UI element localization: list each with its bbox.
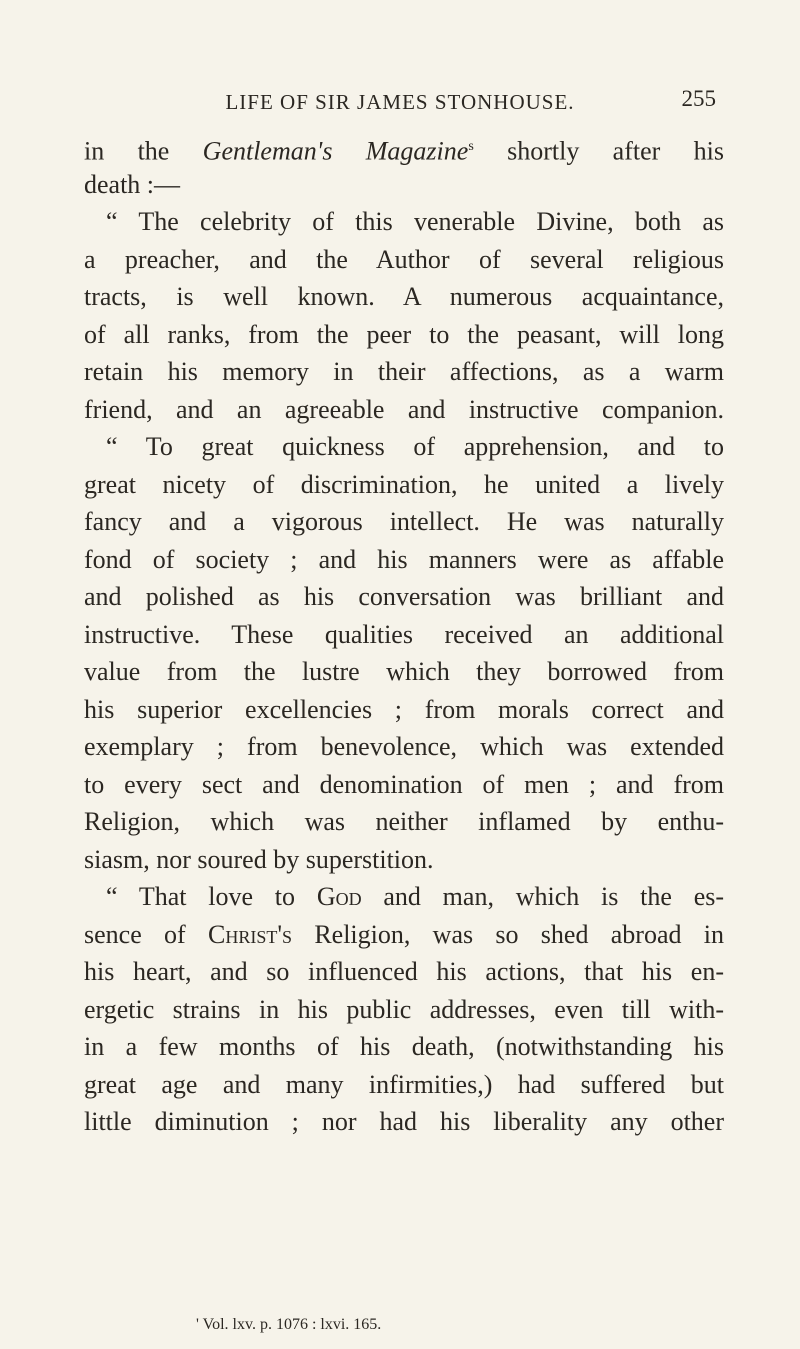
- text-line: of all ranks, from the peer to the peasant, will long: [84, 319, 724, 349]
- text-line: exemplary ; from benevolence, which was extended: [84, 732, 724, 761]
- text-line: his heart, and so influenced his actions, that his en-: [84, 957, 724, 986]
- text-line: ergetic strains in his public addresses, even till with-: [84, 994, 724, 1024]
- text-line: death :—: [84, 169, 181, 199]
- text-line: “ To great quickness of apprehension, and to: [106, 432, 724, 461]
- footnote-marker: s: [468, 139, 474, 154]
- text-line: “ That love to God and man, which is the es-: [106, 882, 725, 911]
- text-line: friend, and an agreeable and instructive companion.: [84, 394, 724, 424]
- footnote: ' Vol. lxv. p. 1076 : lxvi. 165.: [196, 1316, 382, 1333]
- text-line: value from the lustre which they borrowed from: [84, 657, 724, 686]
- text-line: siasm, nor soured by superstition.: [84, 844, 434, 874]
- text-line: his superior excellencies ; from morals correct and: [84, 694, 724, 724]
- text-line: “ The celebrity of this venerable Divine, both as: [106, 207, 724, 236]
- magazine-title: Gentleman's Magazine: [202, 136, 469, 166]
- page-number: 255: [681, 86, 716, 111]
- body-text: [84, 128, 724, 1141]
- text-line: in a few months of his death, (notwithstanding his: [84, 1032, 724, 1061]
- text-line: great age and many infirmities,) had suffered but: [84, 1069, 724, 1099]
- text-line: retain his memory in their affections, as a warm: [84, 357, 724, 386]
- text-line: fancy and a vigorous intellect. He was naturally: [84, 507, 724, 536]
- text-line: in the Gentleman's Magazine$^s$ shortly after his: [84, 136, 724, 166]
- text-line: a preacher, and the Author of several religious: [84, 244, 724, 274]
- page-header: [0, 86, 800, 120]
- running-title: LIFE OF SIR JAMES STONHOUSE.: [225, 90, 575, 114]
- small-caps-god: God: [316, 882, 362, 911]
- small-caps-christ: Christ's: [207, 919, 293, 949]
- text-line: tracts, is well known. A numerous acquaintance,: [84, 282, 724, 311]
- text-line: sence of Christ's Religion, was so shed abroad in: [84, 919, 724, 949]
- text-line: little diminution ; nor had his liberality any other: [84, 1107, 724, 1136]
- text-line: to every sect and denomination of men ; and from: [84, 769, 724, 799]
- text-line: instructive. These qualities received an additional: [84, 619, 724, 649]
- text-line: fond of society ; and his manners were as affable: [84, 544, 724, 574]
- text-line: great nicety of discrimination, he united a lively: [84, 469, 724, 499]
- text-line: Religion, which was neither inflamed by enthu-: [84, 807, 724, 836]
- text-line: and polished as his conversation was brilliant and: [84, 582, 724, 611]
